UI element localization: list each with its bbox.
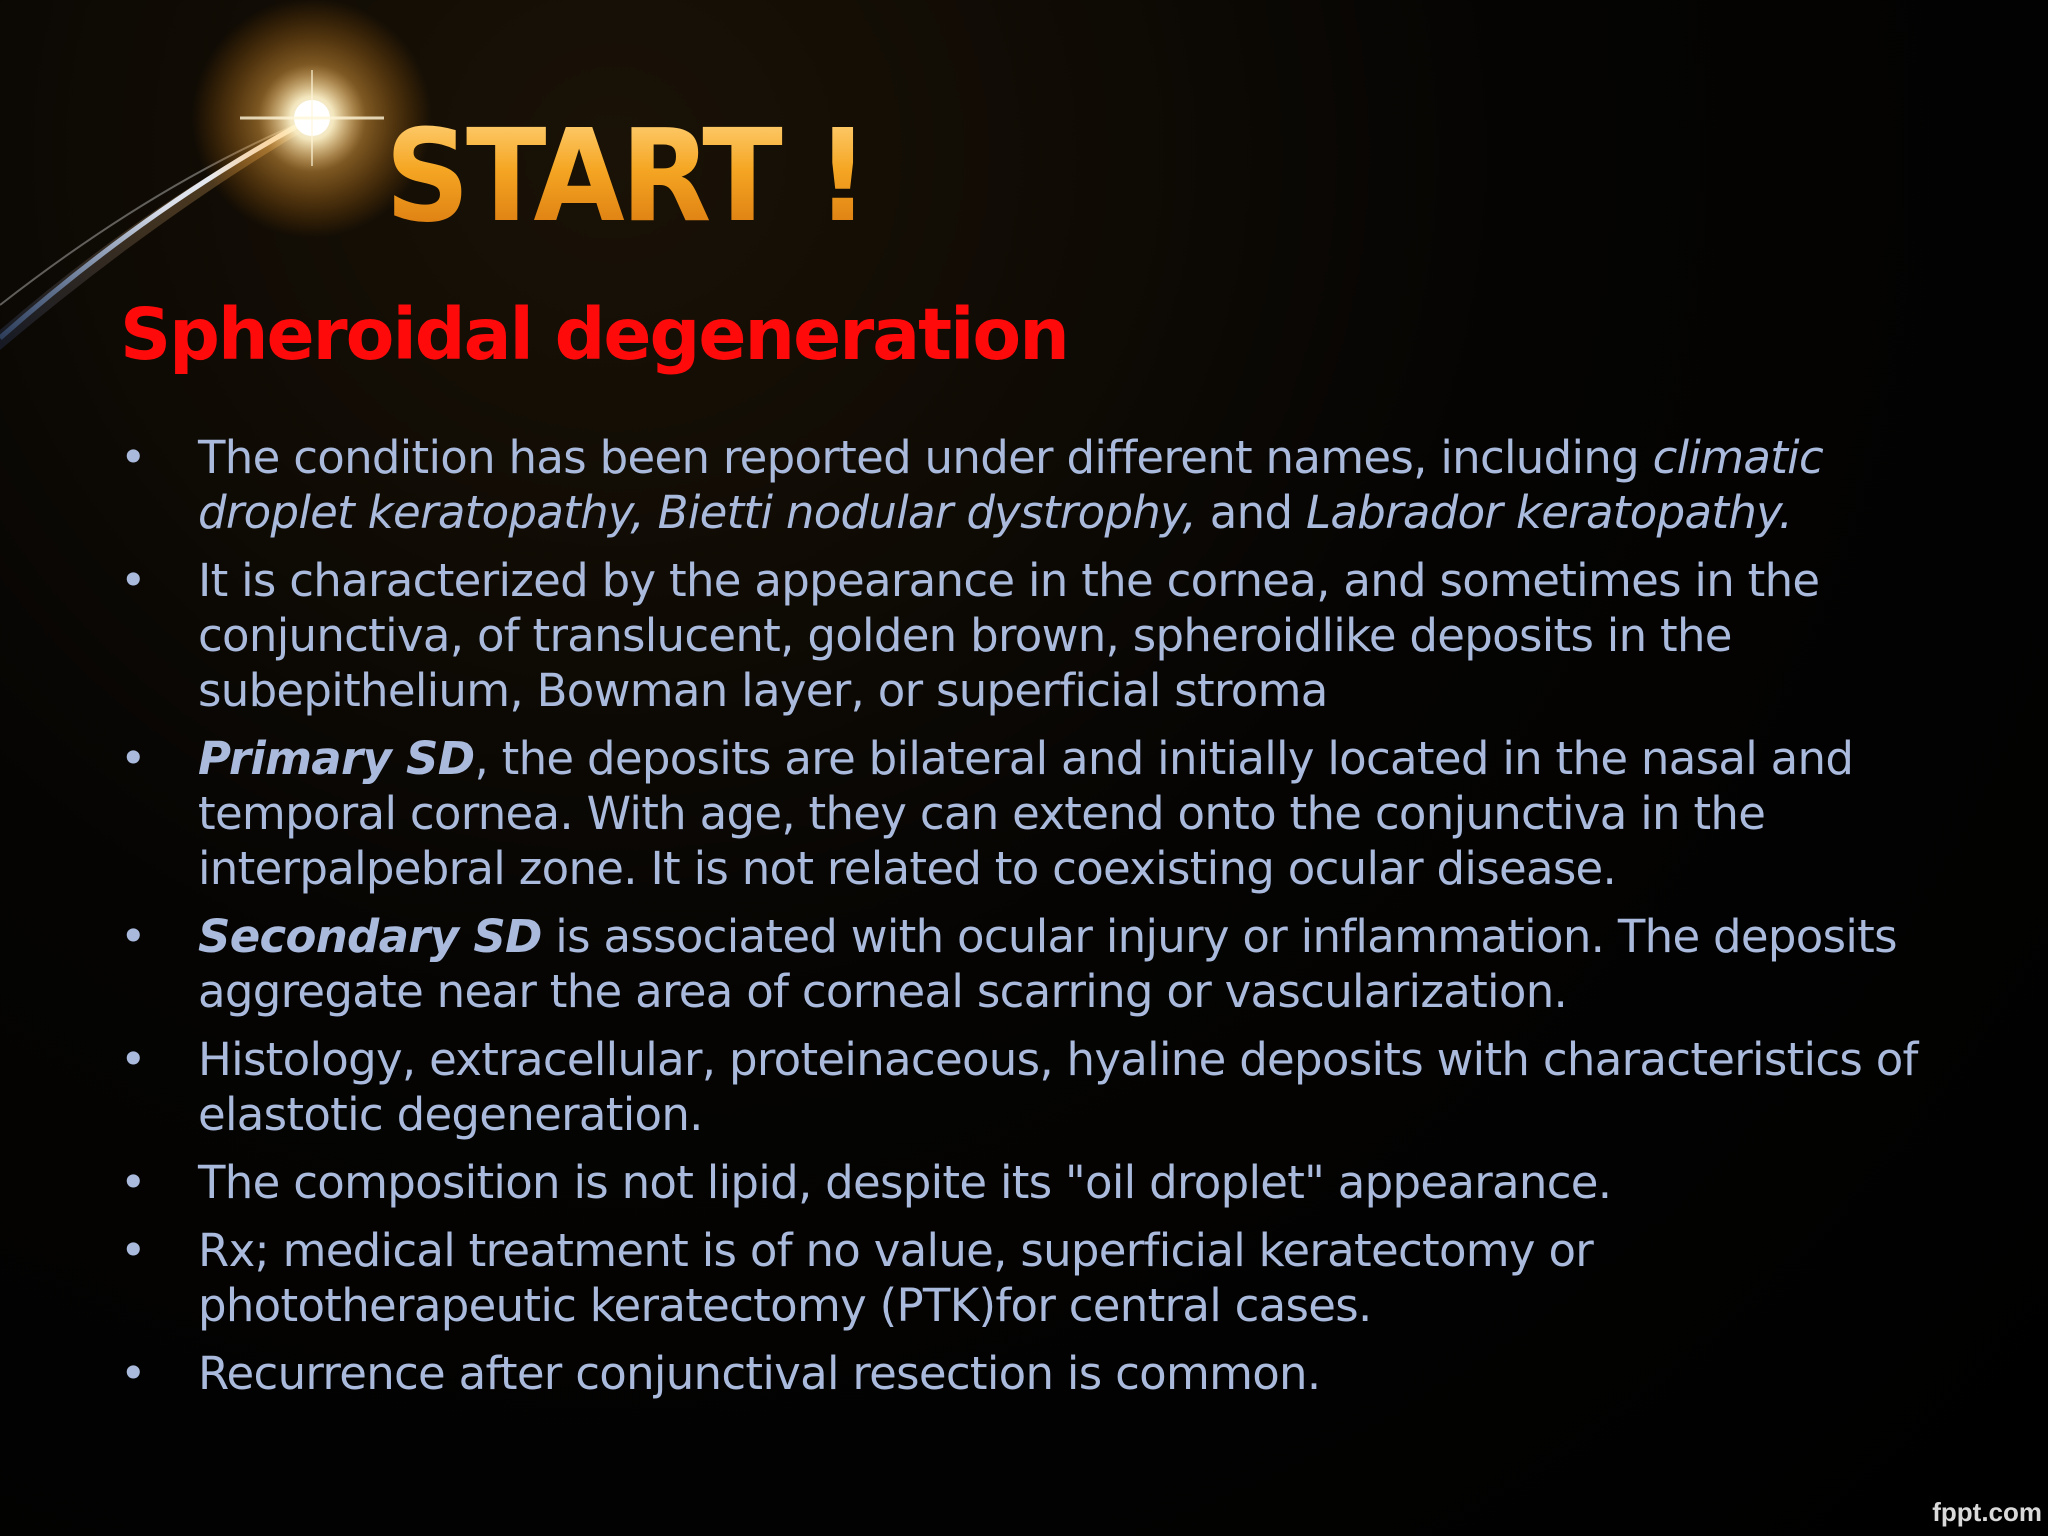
bullet-text: Rx; medical treatment is of no value, superficial keratectomy or phototherapeutic keratectomy (PTK)for central cases.: [198, 1224, 1594, 1332]
bullet-icon: •: [120, 1347, 146, 1400]
bullet-text: The condition has been reported under different names, including: [198, 431, 1653, 484]
bullet-text: Recurrence after conjunctival resection is common.: [198, 1347, 1321, 1400]
bullet-text: and: [1196, 486, 1306, 539]
bullet-item: [120, 909, 1920, 1019]
bullet-text: is associated with ocular injury or inflammation. The deposits aggregate near the area of corneal scarring or vascularization.: [198, 910, 1897, 1018]
bullet-icon: •: [120, 431, 146, 484]
bullet-icon: •: [120, 1156, 146, 1209]
bullet-item: [120, 553, 1920, 718]
bullet-item: [120, 1032, 1920, 1142]
bullet-lead-term: Secondary SD: [198, 910, 542, 963]
bullet-icon: •: [120, 554, 146, 607]
bullet-text: It is characterized by the appearance in the cornea, and sometimes in the conjunctiva, of translucent, golden brown, spheroidlike deposits in the subepithelium, Bowman layer, or superficial stroma: [198, 554, 1820, 717]
bullet-text: , the deposits are bilateral and initially located in the nasal and temporal cornea. With age, they can extend onto the conjunctiva in the interpalpebral zone. It is not related to coexisting ocular disease.: [198, 732, 1854, 895]
fppt-watermark: fppt.com: [1932, 1497, 2042, 1527]
bullet-text: The composition is not lipid, despite its "oil droplet" appearance.: [198, 1156, 1612, 1209]
bullet-icon: •: [120, 1033, 146, 1086]
slide-title: Spheroidal degeneration: [120, 293, 1068, 376]
bullet-list: [120, 430, 1920, 1414]
bullet-item: [120, 731, 1920, 896]
bullet-text-italic: climatic droplet keratopathy, Bietti nodular dystrophy,: [198, 431, 1824, 539]
bullet-icon: •: [120, 1224, 146, 1277]
bullet-item: [120, 1223, 1920, 1333]
bullet-item: [120, 1155, 1920, 1210]
bullet-lead-term: Primary SD: [198, 732, 475, 785]
bullet-item: [120, 430, 1920, 540]
bullet-item: [120, 1346, 1920, 1401]
bullet-icon: •: [120, 732, 146, 785]
bullet-text: Histology, extracellular, proteinaceous, hyaline deposits with characteristics of elastotic degeneration.: [198, 1033, 1918, 1141]
bullet-text-italic: Labrador keratopathy.: [1305, 486, 1793, 539]
start-logo: START !: [385, 101, 866, 251]
bullet-icon: •: [120, 910, 146, 963]
